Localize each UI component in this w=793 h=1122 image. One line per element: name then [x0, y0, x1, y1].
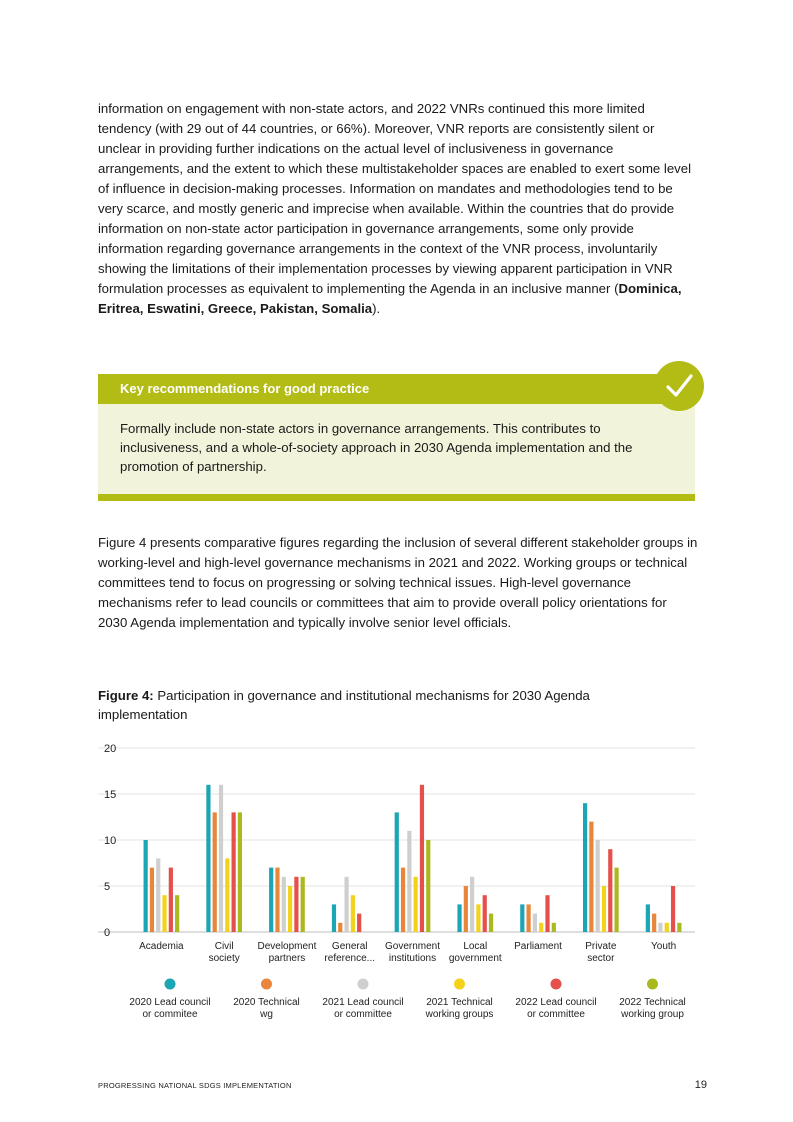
bar	[150, 868, 154, 932]
bar	[332, 904, 336, 932]
category-label: Private	[585, 941, 617, 952]
category-label: society	[208, 953, 240, 964]
bar	[457, 904, 461, 932]
bar	[665, 923, 669, 932]
legend-label: working group	[621, 1009, 684, 1020]
bar	[225, 858, 229, 932]
category-label: reference...	[324, 953, 376, 964]
recommendation-title: Key recommendations for good practice	[120, 381, 370, 396]
category-label: institutions	[388, 953, 437, 964]
bar	[269, 868, 273, 932]
bar	[614, 868, 618, 932]
bar	[338, 923, 342, 932]
bar	[232, 812, 236, 932]
bar	[219, 785, 223, 932]
category-label: Parliament	[514, 941, 562, 952]
bar	[483, 895, 487, 932]
legend-label: 2020 Lead council	[129, 997, 211, 1008]
bar-chart	[0, 735, 793, 1035]
figure-label: Figure 4:	[98, 688, 154, 703]
bar	[238, 812, 242, 932]
bar	[294, 877, 298, 932]
figure-caption	[98, 686, 658, 724]
figure-caption-text: Participation in governance and institutional mechanisms for 2030 Agenda implementation	[98, 688, 590, 722]
bar	[602, 886, 606, 932]
bar	[527, 904, 531, 932]
bar	[395, 812, 399, 932]
bar	[156, 858, 160, 932]
bar	[520, 904, 524, 932]
y-tick-label: 5	[104, 881, 111, 893]
legend-swatch	[551, 979, 562, 990]
bar	[539, 923, 543, 932]
legend-label: 2022 Lead council	[515, 997, 597, 1008]
bar	[401, 868, 405, 932]
recommendation-body: Formally include non-state actors in governance arrangements. This contributes to inclusiveness, and a whole-of-society approach in 2030 Agenda implementation and the promotion of partnership.	[120, 421, 633, 474]
legend-label: 2021 Technical	[426, 997, 493, 1008]
bar	[282, 877, 286, 932]
body-paragraph-governance	[98, 99, 698, 319]
bar	[583, 803, 587, 932]
legend-swatch	[261, 979, 272, 990]
legend-swatch	[454, 979, 465, 990]
page-number: 19	[694, 1079, 707, 1091]
bar	[162, 895, 166, 932]
checkmark-icon	[654, 361, 704, 411]
bar	[476, 904, 480, 932]
bar	[175, 895, 179, 932]
paragraph-end: ).	[372, 301, 381, 316]
legend-label: or commitee	[142, 1009, 198, 1020]
category-label: Development	[257, 941, 317, 952]
category-label: Government	[384, 941, 441, 952]
category-label: Academia	[139, 941, 184, 952]
bar	[206, 785, 210, 932]
bar	[169, 868, 173, 932]
country-list: Dominica, Eritrea, Eswatini, Greece, Pakistan, Somalia	[98, 281, 682, 316]
bar	[414, 877, 418, 932]
bar	[213, 812, 217, 932]
bar	[144, 840, 148, 932]
body-paragraph-figure-intro: Figure 4 presents comparative figures regarding the inclusion of several different stakeholder groups in working-level and high-level governance mechanisms in 2021 and 2022. Working groups or technical committees tend to focus on progressing or solving technical issues. High-level governance mechanisms refer to lead councils or committees that aim to provide overall policy orientations for 2030 Agenda implementation and typically involve senior level officials.	[98, 535, 698, 630]
legend-label: or committee	[527, 1009, 585, 1020]
bar	[489, 914, 493, 932]
bar	[608, 849, 612, 932]
recommendation-box	[98, 374, 695, 501]
legend-label: working groups	[425, 1009, 494, 1020]
bar	[671, 886, 675, 932]
legend-swatch	[165, 979, 176, 990]
category-label: Civil	[214, 941, 234, 952]
bar	[596, 840, 600, 932]
legend-swatch	[358, 979, 369, 990]
bar	[533, 914, 537, 932]
bar	[552, 923, 556, 932]
bar	[677, 923, 681, 932]
bar	[357, 914, 361, 932]
category-label: partners	[268, 953, 306, 964]
category-label: General	[331, 941, 368, 952]
bar	[344, 877, 348, 932]
bar	[464, 886, 468, 932]
legend-label: wg	[260, 1009, 273, 1020]
bar	[652, 914, 656, 932]
legend-label: 2021 Lead council	[322, 997, 404, 1008]
y-tick-label: 10	[104, 835, 117, 847]
bar	[658, 923, 662, 932]
bar	[275, 868, 279, 932]
bar	[426, 840, 430, 932]
legend-label: 2020 Technical	[233, 997, 300, 1008]
category-label: government	[448, 953, 502, 964]
running-title: PROGRESSING NATIONAL SDGS IMPLEMENTATION	[98, 1081, 292, 1090]
category-label: Youth	[651, 941, 677, 952]
paragraph-text: information on engagement with non-state actors, and 2022 VNRs continued this more limited tendency (with 29 out of 44 countries, or 66%). Moreover, VNR reports are consistently silent or unclear in providing further indications on the actual level of inclusiveness in governance arrangements, and the extent to which these multistakeholder spaces are enabled to exert some level of influence in decision-making processes. Information on mandates and methodologies tend to be very scarce, and mostly generic and imprecise when available. Within the countries that do provide information on non-state actor participation in governance arrangements, some only provide information regarding governance arrangements in the context of the VNR process, involuntarily showing the limitations of their implementation processes by viewing apparent participation in VNR formulation processes as equivalent to implementing the Agenda in an inclusive manner (	[98, 101, 692, 296]
bar	[407, 831, 411, 932]
category-label: sector	[587, 953, 615, 964]
legend-label: or committee	[334, 1009, 392, 1020]
bar	[470, 877, 474, 932]
legend-label: 2022 Technical	[619, 997, 686, 1008]
bar	[646, 904, 650, 932]
bar	[589, 822, 593, 932]
category-label: Local	[463, 941, 488, 952]
bar	[351, 895, 355, 932]
y-tick-label: 0	[104, 927, 111, 939]
y-tick-label: 20	[104, 743, 117, 755]
bar	[288, 886, 292, 932]
bar	[545, 895, 549, 932]
recommendation-footer-bar	[98, 494, 695, 501]
legend-swatch	[647, 979, 658, 990]
y-tick-label: 15	[104, 789, 117, 801]
bar	[420, 785, 424, 932]
bar	[301, 877, 305, 932]
recommendation-header	[98, 374, 695, 404]
